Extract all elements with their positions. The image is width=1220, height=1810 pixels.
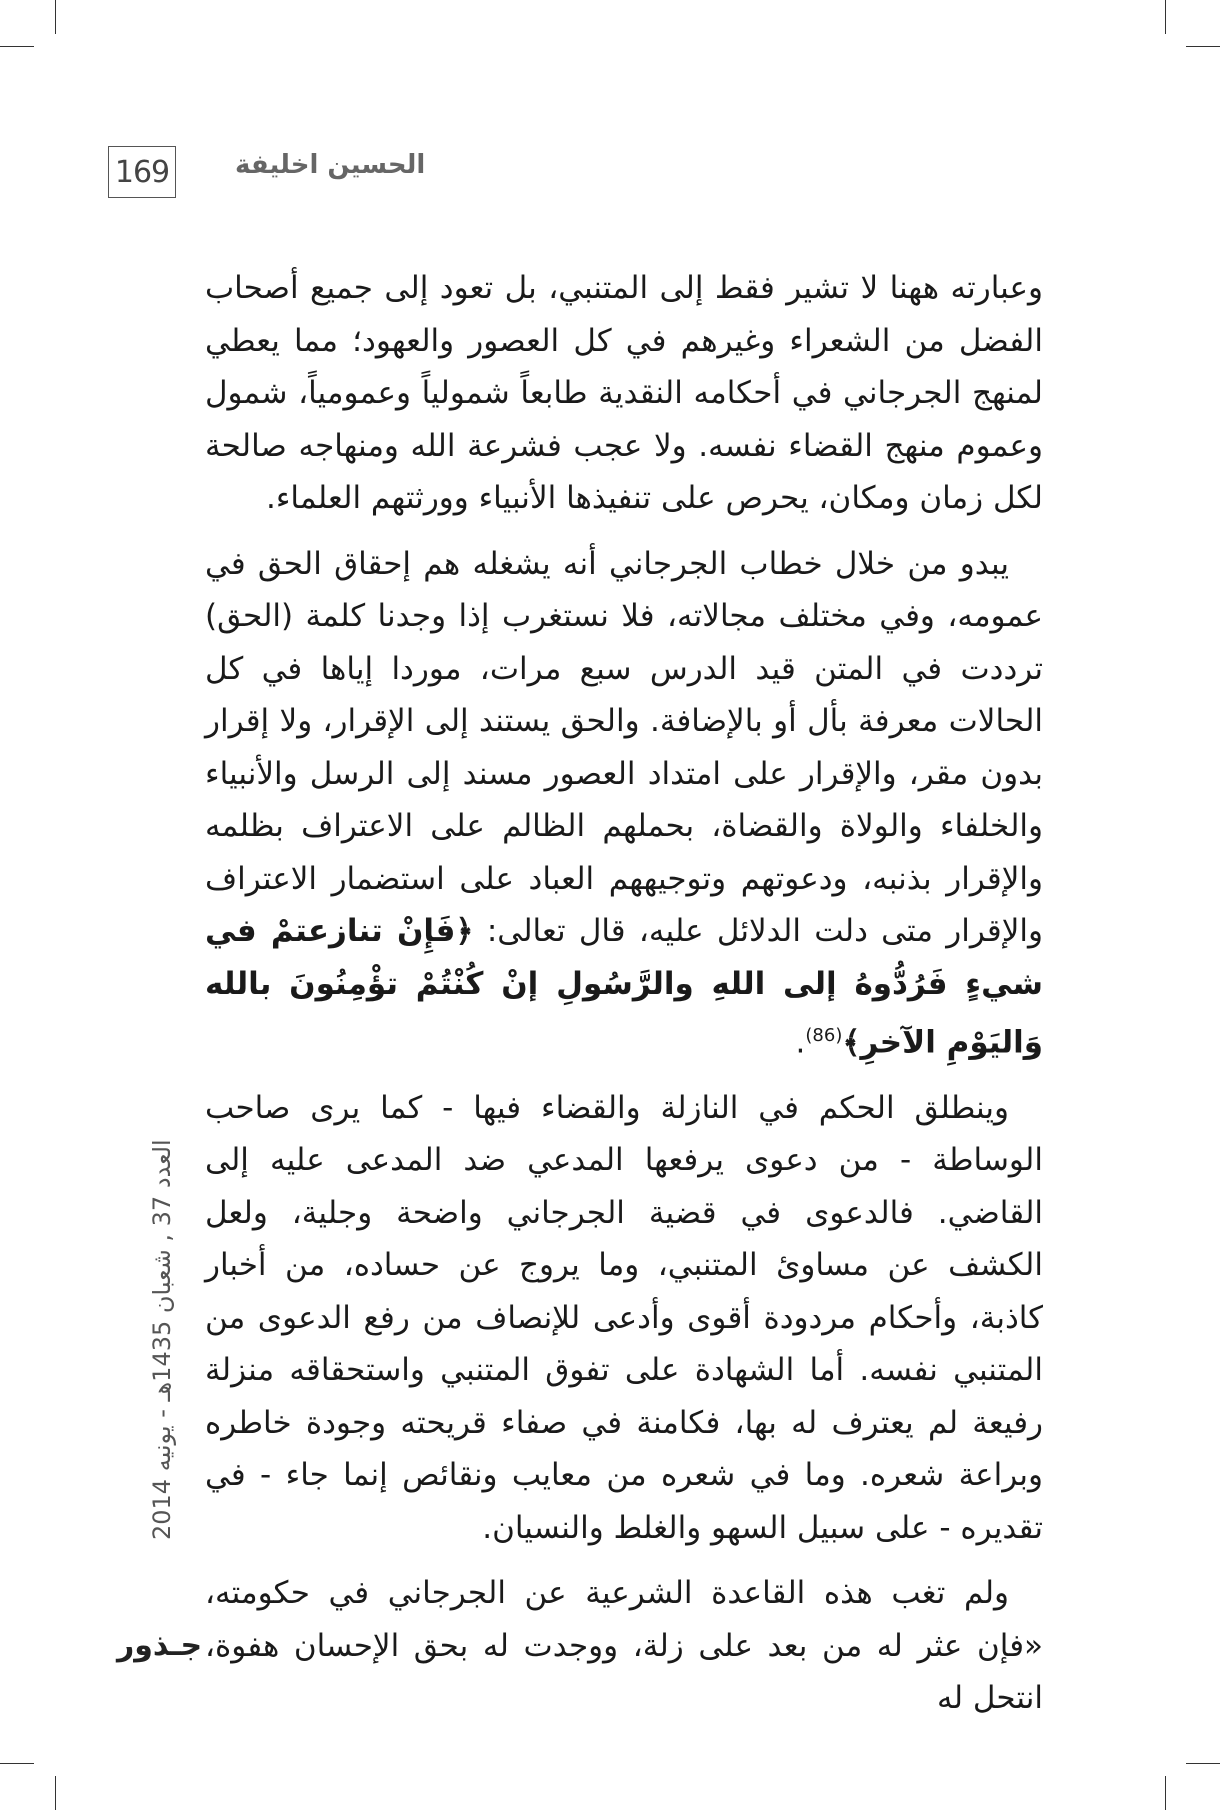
- crop-mark: [0, 46, 34, 47]
- crop-mark: [1186, 46, 1220, 47]
- crop-mark: [0, 1763, 34, 1764]
- paragraph: [205, 538, 1043, 1069]
- crop-mark: [55, 0, 56, 34]
- issue-info: العدد 37 , شعبان 1435هـ - يونيه 2014: [148, 1139, 176, 1540]
- paragraph-text: يبدو من خلال خطاب الجرجاني أنه يشغله هم إحقاق الحق في عمومه، وفي مختلف مجالاته، فلا نستغرب إذا وجدنا كلمة (الحق) ترددت في المتن قيد الدرس سبع مرات، موردا إياها في كل الحالات معرفة بأل أو بالإضافة. والحق يستند إلى الإقرار، ولا إقرار بدون مقر، والإقرار على امتداد العصور مسند إلى الرسل والأنبياء والخلفاء والولاة والقضاة، بحملهم الظالم على الاعتراف بظلمه والإقرار بذنبه، ودعوتهم وتوجيههم العباد على استضمار الاعتراف والإقرار متى دلت الدلائل عليه، قال تعالى:: [205, 545, 1044, 949]
- article-body: [205, 262, 1043, 1738]
- crop-mark: [55, 1776, 56, 1810]
- quran-verse: ﴿فَإِنْ تنازعتمْ في شيءٍ فَرُدُّوهُ إلى اللهِ والرَّسُولِ إنْ كُنْتُمْ تؤْمِنُونَ بالله وَاليَوْمِ الآخرِ﴾: [205, 913, 1043, 1061]
- footnote-ref: (86): [805, 1025, 843, 1046]
- paragraph: ولم تغب هذه القاعدة الشرعية عن الجرجاني في حكومته، «فإن عثر له من بعد على زلة، ووجدت له بحق الإحسان هفوة، انتحل له: [205, 1575, 1043, 1717]
- crop-mark: [1186, 1763, 1220, 1764]
- journal-logo: جـذور: [117, 1628, 203, 1663]
- running-header-author: الحسين اخليفة: [235, 150, 426, 180]
- crop-mark: [1165, 0, 1166, 34]
- paragraph: وينطلق الحكم في النازلة والقضاء فيها - كما يرى صاحب الوساطة - من دعوى يرفعها المدعي ضد المدعى عليه إلى القاضي. فالدعوى في قضية الجرجاني واضحة وجلية، ولعل الكشف عن مساوئ المتنبي، وما يروج عن حساده، من أخبار كاذبة، وأحكام مردودة أقوى وأدعى للإنصاف من رفع الدعوى من المتنبي نفسه. أما الشهادة على تفوق المتنبي واستحقاقه منزلة رفيعة لم يعترف له بها، فكامنة في صفاء قريحته وجودة خاطره وبراعة شعره. وما في شعره من معايب ونقائص إنما جاء - في تقديره - على سبيل السهو والغلط والنسيان.: [205, 1089, 1043, 1546]
- paragraph: وعبارته ههنا لا تشير فقط إلى المتنبي، بل تعود إلى جميع أصحاب الفضل من الشعراء وغيرهم في كل العصور والعهود؛ مما يعطي لمنهج الجرجاني في أحكامه النقدية طابعاً شمولياً وعمومياً، شمول وعموم منهج القضاء نفسه. ولا عجب فشرعة الله ومنهاجه صالحة لكل زمان ومكان، يحرص على تنفيذها الأنبياء وورثتهم العلماء.: [205, 270, 1043, 516]
- crop-mark: [1165, 1776, 1166, 1810]
- paragraph-end: .: [795, 1024, 806, 1061]
- page-number: 169: [108, 146, 176, 198]
